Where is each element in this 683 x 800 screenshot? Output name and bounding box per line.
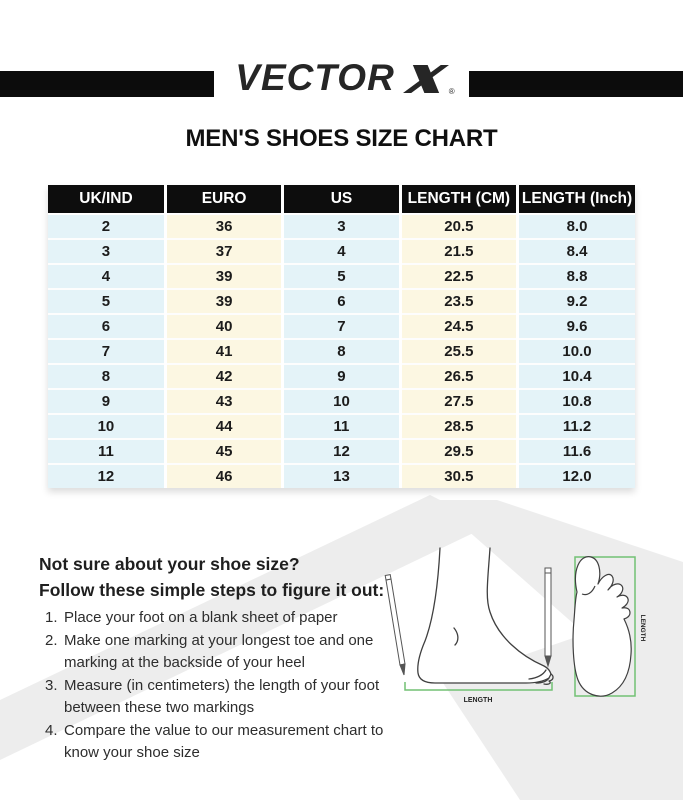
- table-cell: 40: [165, 314, 282, 339]
- table-cell: 7: [48, 339, 165, 364]
- table-cell: 28.5: [400, 414, 517, 439]
- table-cell: 10.0: [518, 339, 635, 364]
- table-cell: 11.6: [518, 439, 635, 464]
- table-row: [48, 314, 635, 339]
- table-cell: 8: [48, 364, 165, 389]
- table-cell: 21.5: [400, 239, 517, 264]
- table-cell: 9: [283, 364, 400, 389]
- header-cell: US: [283, 185, 400, 214]
- table-cell: 22.5: [400, 264, 517, 289]
- instructions-question: Not sure about your shoe size?: [39, 554, 300, 574]
- step-item: Place your foot on a blank sheet of paper: [64, 609, 338, 626]
- table-row: [48, 339, 635, 364]
- table-cell: 29.5: [400, 439, 517, 464]
- table-cell: 12: [48, 464, 165, 488]
- table-cell: 9.2: [518, 289, 635, 314]
- table-cell: 2: [48, 214, 165, 239]
- table-row: [48, 389, 635, 414]
- table-cell: 8: [283, 339, 400, 364]
- table-cell: 6: [283, 289, 400, 314]
- registered-mark: ®: [448, 87, 455, 96]
- size-table-body: [48, 214, 635, 488]
- table-cell: 39: [165, 289, 282, 314]
- header-cell: EURO: [165, 185, 282, 214]
- table-cell: 37: [165, 239, 282, 264]
- table-row: [48, 364, 635, 389]
- table-cell: 23.5: [400, 289, 517, 314]
- table-cell: 10.4: [518, 364, 635, 389]
- table-cell: 36: [165, 214, 282, 239]
- table-cell: 3: [48, 239, 165, 264]
- table-cell: 10: [283, 389, 400, 414]
- step-item: Make one marking at your longest toe and one marking at the backside of your heel: [64, 632, 374, 671]
- size-table: [48, 185, 635, 488]
- vectorx-logo: [222, 54, 468, 100]
- instructions-heading: Follow these simple steps to figure it out:: [39, 580, 385, 600]
- table-row: [48, 264, 635, 289]
- pencil-toe-icon: [545, 568, 551, 666]
- instructions: [39, 551, 403, 764]
- table-cell: 8.0: [518, 214, 635, 239]
- length-label-bottom: LENGTH: [463, 697, 493, 704]
- header-cell: LENGTH (CM): [400, 185, 517, 214]
- table-cell: 25.5: [400, 339, 517, 364]
- pencil-heel-icon: [385, 575, 405, 675]
- table-cell: 4: [48, 264, 165, 289]
- logo-x-icon: [403, 65, 449, 93]
- table-cell: 12: [283, 439, 400, 464]
- table-row: [48, 289, 635, 314]
- table-row: [48, 239, 635, 264]
- length-label-side: LENGTH: [639, 614, 646, 642]
- table-cell: 10: [48, 414, 165, 439]
- table-cell: 45: [165, 439, 282, 464]
- logo-wordmark: VECTOR: [235, 56, 395, 98]
- table-cell: 7: [283, 314, 400, 339]
- table-cell: 5: [48, 289, 165, 314]
- table-cell: 5: [283, 264, 400, 289]
- table-cell: 8.4: [518, 239, 635, 264]
- table-cell: 9: [48, 389, 165, 414]
- top-foot-illustration: [573, 557, 631, 696]
- table-cell: 20.5: [400, 214, 517, 239]
- table-cell: 43: [165, 389, 282, 414]
- table-cell: 3: [283, 214, 400, 239]
- header-bar-left: [0, 71, 214, 97]
- table-cell: 27.5: [400, 389, 517, 414]
- page-title: MEN'S SHOES SIZE CHART: [185, 125, 498, 152]
- table-cell: 41: [165, 339, 282, 364]
- size-table-head: [48, 185, 635, 214]
- step-item: Measure (in centimeters) the length of your foot between these two markings: [64, 677, 380, 716]
- table-cell: 42: [165, 364, 282, 389]
- steps-list: [39, 607, 403, 764]
- table-row: [48, 414, 635, 439]
- table-row: [48, 439, 635, 464]
- step-item: Compare the value to our measurement chart to know your shoe size: [64, 722, 384, 761]
- table-cell: 30.5: [400, 464, 517, 488]
- table-cell: 11: [283, 414, 400, 439]
- header-cell: LENGTH (Inch): [518, 185, 635, 214]
- table-cell: 39: [165, 264, 282, 289]
- table-cell: 11: [48, 439, 165, 464]
- table-cell: 8.8: [518, 264, 635, 289]
- table-cell: 4: [283, 239, 400, 264]
- table-row: [48, 214, 635, 239]
- table-row: [48, 464, 635, 488]
- table-cell: 9.6: [518, 314, 635, 339]
- header-row: [48, 185, 635, 214]
- table-cell: 10.8: [518, 389, 635, 414]
- side-foot-illustration: [418, 548, 553, 684]
- table-cell: 44: [165, 414, 282, 439]
- table-cell: 46: [165, 464, 282, 488]
- table-cell: 11.2: [518, 414, 635, 439]
- table-cell: 13: [283, 464, 400, 488]
- header-bar-right: [469, 71, 683, 97]
- table-cell: 26.5: [400, 364, 517, 389]
- table-cell: 12.0: [518, 464, 635, 488]
- header-cell: UK/IND: [48, 185, 165, 214]
- foot-measurement-diagram: [378, 544, 663, 714]
- table-cell: 6: [48, 314, 165, 339]
- table-cell: 24.5: [400, 314, 517, 339]
